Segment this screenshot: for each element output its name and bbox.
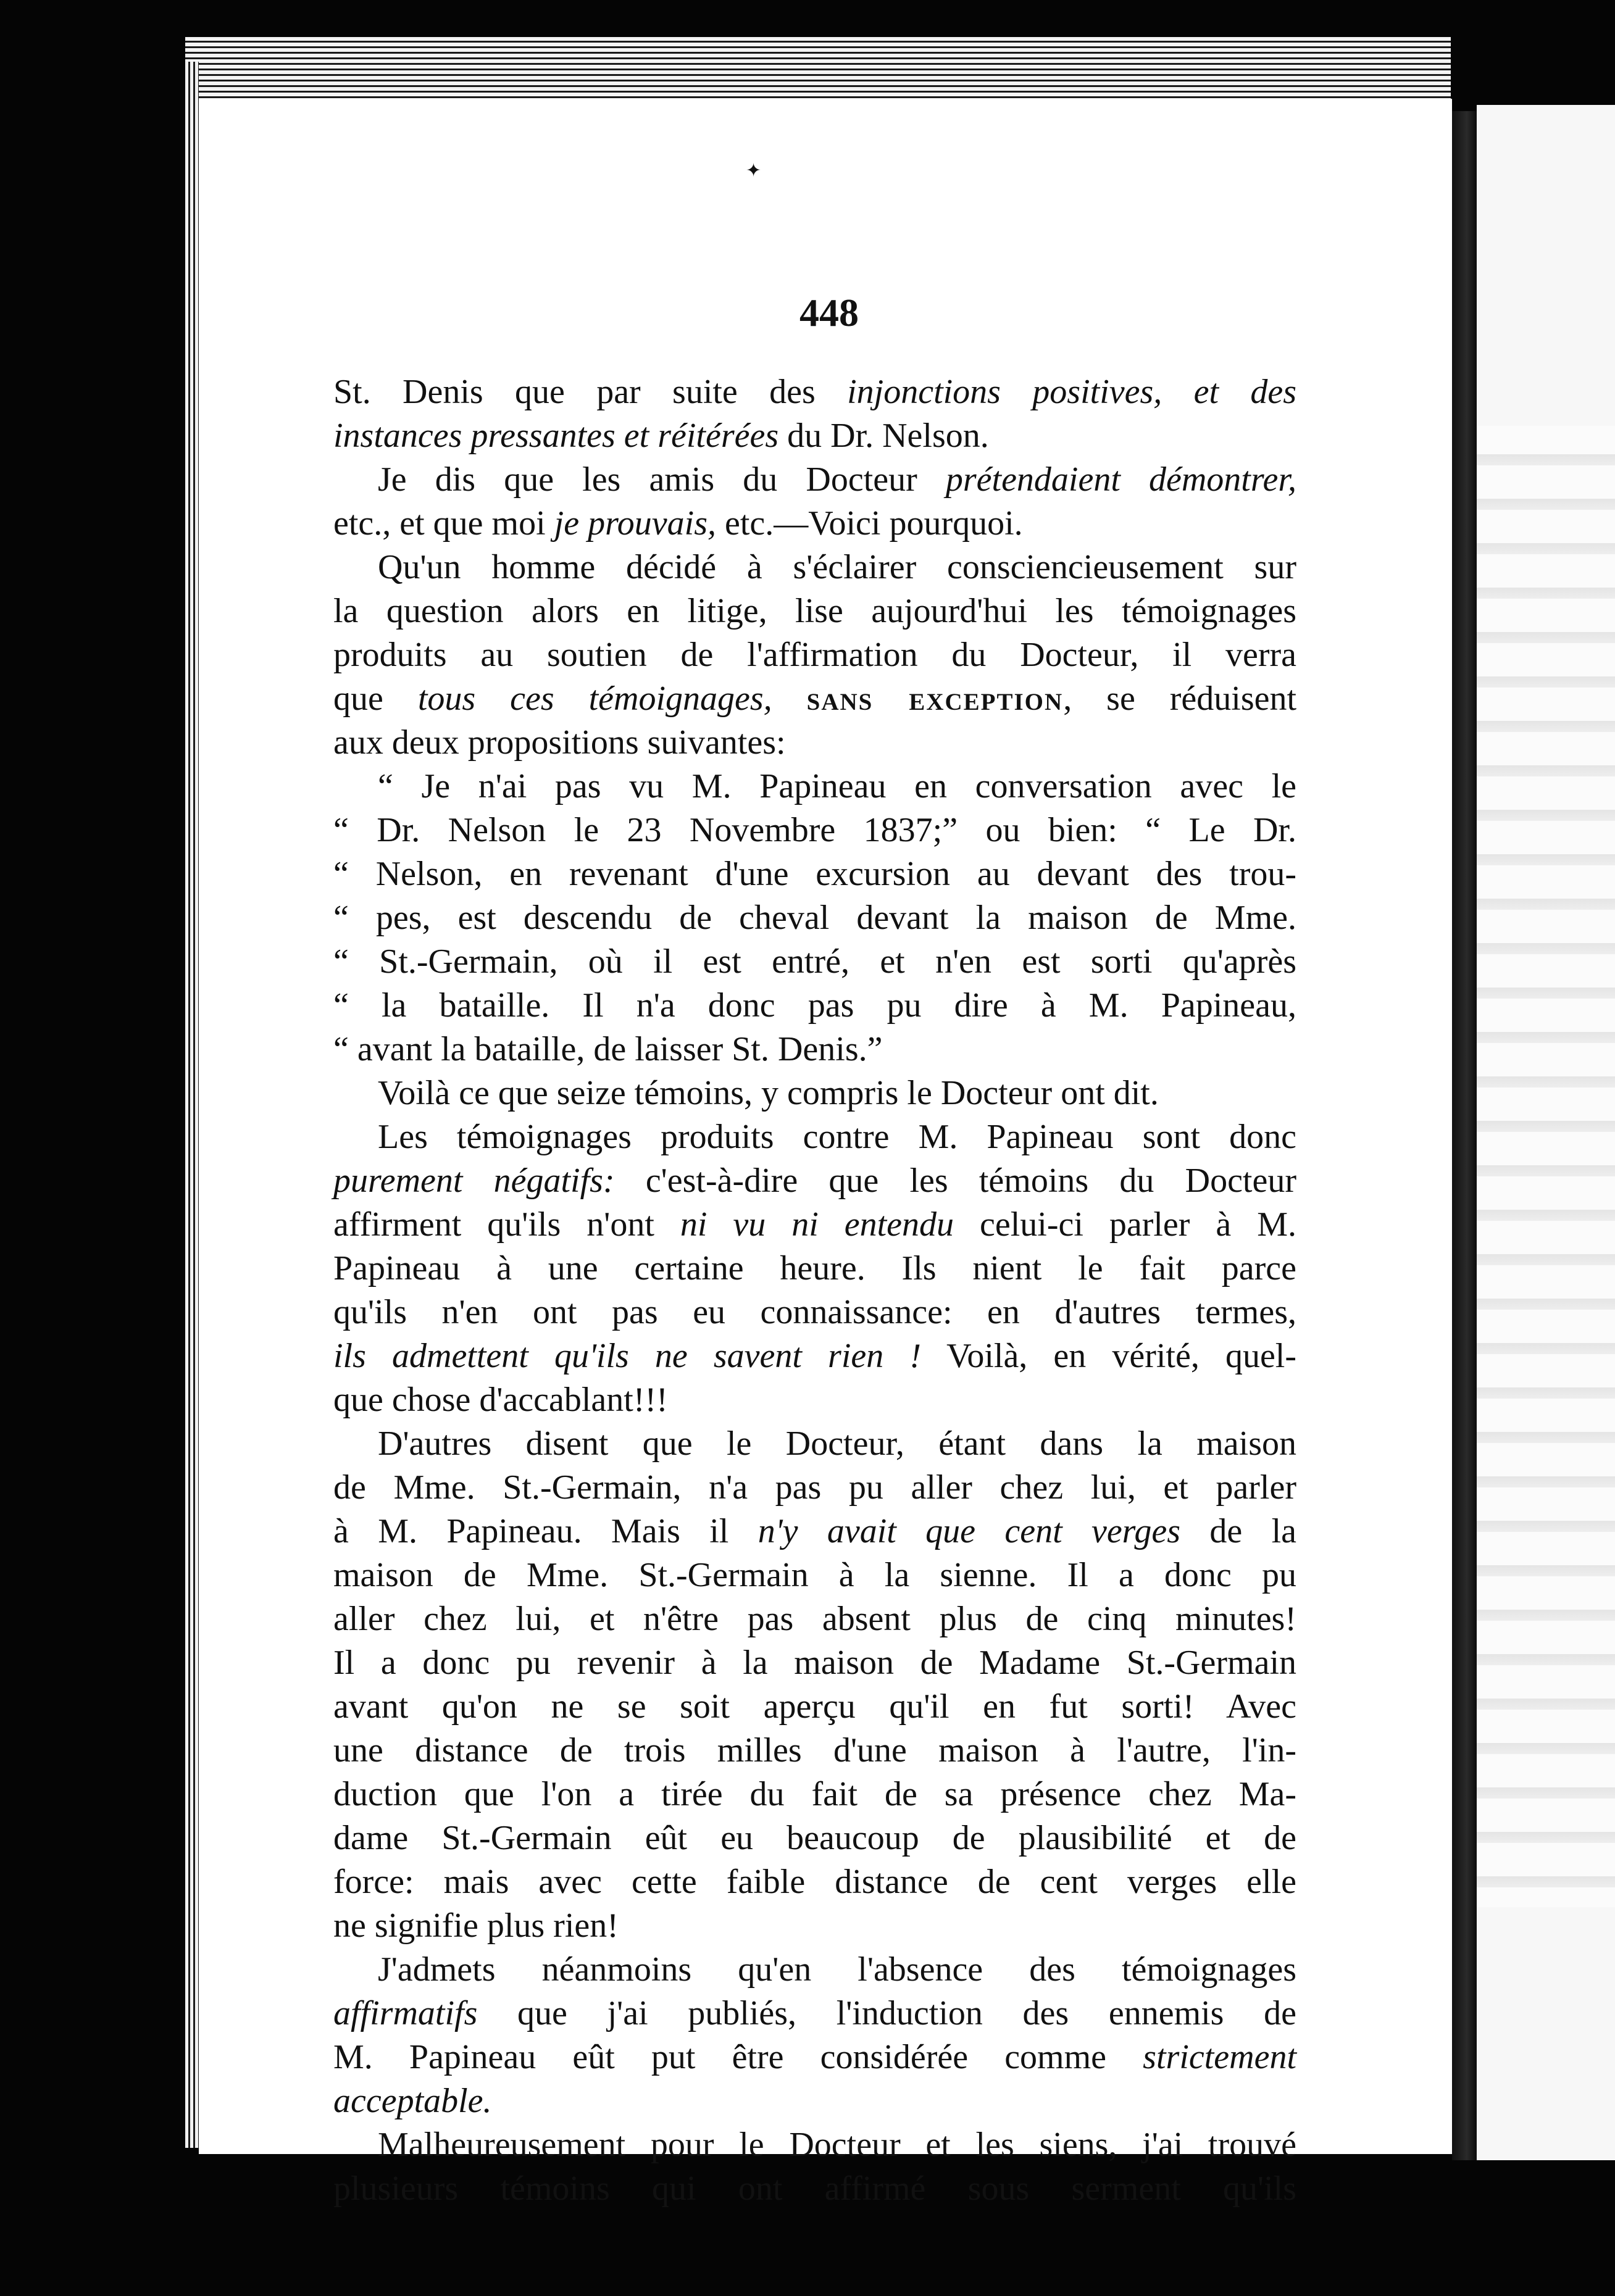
printer-ornament: ✦	[746, 160, 762, 181]
text-run: du Dr. Nelson.	[778, 417, 989, 455]
text-line	[333, 1028, 1296, 1071]
text-line	[333, 1729, 1296, 1773]
text-run: “ St.-Germain, où il est entré, et n'en est sorti qu'après	[333, 942, 1296, 981]
text-run: “ la bataille. Il n'a donc pas pu dire à M. Papineau,	[333, 986, 1296, 1025]
text-run: qu'ils n'en ont pas eu connaissance: en d'autres termes,	[333, 1293, 1296, 1331]
text-run: de la	[1180, 1512, 1296, 1550]
text-run: Les témoignages produits contre M. Papineau sont donc	[378, 1118, 1296, 1156]
text-line	[333, 546, 1296, 589]
text-line	[333, 633, 1296, 677]
text-line	[333, 370, 1296, 414]
text-line	[333, 1904, 1296, 1948]
text-line	[333, 2123, 1296, 2167]
text-run: avant qu'on ne se soit aperçu qu'il en fut sorti! Avec	[333, 1687, 1296, 1726]
facing-page-text-shadow	[1477, 426, 1615, 1907]
italic-run: tous ces témoignages,	[417, 680, 772, 718]
small-caps-run: sans exception	[806, 680, 1064, 718]
text-run: “ Je n'ai pas vu M. Papineau en conversation avec le	[378, 767, 1296, 805]
text-line	[333, 1554, 1296, 1597]
italic-run: prétendaient démontrer,	[945, 460, 1297, 499]
text-run: etc., et que moi	[333, 504, 554, 543]
italic-run: affirmatifs	[333, 1994, 478, 2032]
text-run: affirment qu'ils n'ont	[333, 1205, 680, 1244]
text-line	[333, 414, 1296, 458]
text-line	[333, 1773, 1296, 1816]
text-line	[333, 809, 1296, 852]
page-number: 448	[799, 291, 859, 335]
text-line	[333, 677, 1296, 721]
text-run: Il a donc pu revenir à la maison de Madame St.-Germain	[333, 1644, 1296, 1682]
text-run: force: mais avec cette faible distance de cent verges elle	[333, 1863, 1296, 1901]
text-run: plusieurs témoins qui ont affirmé sous serment qu'ils	[333, 2169, 1296, 2208]
text-line	[333, 1115, 1296, 1159]
text-line	[333, 765, 1296, 809]
text-line	[333, 2167, 1296, 2211]
text-run: de Mme. St.-Germain, n'a pas pu aller chez lui, et parler	[333, 1468, 1296, 1507]
text-run: “ pes, est descendu de cheval devant la maison de Mme.	[333, 899, 1296, 937]
text-run: Je dis que les amis du Docteur	[378, 460, 946, 499]
text-line	[333, 940, 1296, 984]
text-run: la question alors en litige, lise aujourd'hui les témoignages	[333, 592, 1296, 630]
text-line	[333, 1641, 1296, 1685]
italic-run: instances pressantes et réitérées	[333, 417, 779, 455]
text-run: Voilà, en vérité, quel-	[921, 1337, 1296, 1375]
text-line	[333, 2079, 1296, 2123]
text-run: , se réduisent	[1063, 680, 1297, 718]
text-line	[333, 1203, 1296, 1247]
book-gutter	[1452, 111, 1477, 2160]
text-run: ne signifie plus rien!	[333, 1907, 619, 1945]
text-line	[333, 1597, 1296, 1641]
text-line	[333, 1948, 1296, 1992]
page-edges-left	[185, 62, 199, 2148]
text-line	[333, 896, 1296, 940]
text-line	[333, 1510, 1296, 1554]
text-line	[333, 458, 1296, 502]
text-line	[333, 1685, 1296, 1729]
text-run: “ avant la bataille, de laisser St. Denis.”	[333, 1030, 883, 1068]
italic-run: ils admettent qu'ils ne savent rien !	[333, 1337, 922, 1375]
text-line	[333, 1334, 1296, 1378]
text-run: celui-ci parler à M.	[954, 1205, 1297, 1244]
text-line	[333, 721, 1296, 765]
italic-run: ni vu ni entendu	[680, 1205, 954, 1244]
text-run: “ Dr. Nelson le 23 Novembre 1837;” ou bien: “ Le Dr.	[333, 811, 1296, 849]
text-line	[333, 852, 1296, 896]
text-run: etc.—Voici pourquoi.	[716, 504, 1023, 543]
text-run: D'autres disent que le Docteur, étant dans la maison	[378, 1425, 1296, 1463]
text-run: aller chez lui, et n'être pas absent plus de cinq minutes!	[333, 1600, 1296, 1638]
text-run: que j'ai publiés, l'induction des ennemis de	[477, 1994, 1296, 2032]
text-run: produits au soutien de l'affirmation du Docteur, il verra	[333, 636, 1296, 674]
italic-run: strictement	[1143, 2038, 1296, 2076]
italic-run: n'y avait que cent verges	[757, 1512, 1181, 1550]
text-line	[333, 502, 1296, 546]
text-run: aux deux propositions suivantes:	[333, 723, 786, 762]
text-line	[333, 1247, 1296, 1291]
text-line	[333, 1422, 1296, 1466]
text-run: que	[333, 680, 418, 718]
text-run: que chose d'accablant!!!	[333, 1381, 668, 1419]
text-line	[333, 1992, 1296, 2036]
text-run	[772, 680, 807, 718]
body-text	[333, 370, 1296, 2211]
text-run: une distance de trois milles d'une maison à l'autre, l'in-	[333, 1731, 1296, 1770]
text-line	[333, 1378, 1296, 1422]
text-run: Qu'un homme décidé à s'éclairer consciencieusement sur	[378, 548, 1296, 586]
italic-run: acceptable.	[333, 2082, 492, 2120]
text-run: maison de Mme. St.-Germain à la sienne. Il a donc pu	[333, 1556, 1296, 1594]
text-line	[333, 589, 1296, 633]
text-line	[333, 1291, 1296, 1334]
text-line	[333, 1466, 1296, 1510]
text-line	[333, 1860, 1296, 1904]
text-run: duction que l'on a tirée du fait de sa présence chez Ma-	[333, 1775, 1296, 1813]
facing-page	[1477, 105, 1615, 2160]
text-line	[333, 1159, 1296, 1203]
italic-run: purement négatifs:	[333, 1162, 615, 1200]
text-run: à M. Papineau. Mais il	[333, 1512, 758, 1550]
text-run: Papineau à une certaine heure. Ils nient le fait parce	[333, 1249, 1296, 1287]
text-line	[333, 1071, 1296, 1115]
text-line	[333, 2036, 1296, 2079]
italic-run: je prouvais,	[554, 504, 716, 543]
text-run: J'admets néanmoins qu'en l'absence des témoignages	[378, 1950, 1296, 1989]
text-run: c'est-à-dire que les témoins du Docteur	[614, 1162, 1296, 1200]
text-line	[333, 984, 1296, 1028]
text-run: “ Nelson, en revenant d'une excursion au devant des trou-	[333, 855, 1296, 893]
text-run: M. Papineau eût put être considérée comme	[333, 2038, 1143, 2076]
text-run: dame St.-Germain eût eu beaucoup de plausibilité et de	[333, 1819, 1296, 1857]
text-run: Malheureusement pour le Docteur et les siens, j'ai trouvé	[378, 2126, 1296, 2164]
text-run: St. Denis que par suite des	[333, 373, 848, 411]
text-line	[333, 1816, 1296, 1860]
italic-run: injonctions positives, et des	[847, 373, 1296, 411]
text-run: Voilà ce que seize témoins, y compris le Docteur ont dit.	[378, 1074, 1159, 1112]
